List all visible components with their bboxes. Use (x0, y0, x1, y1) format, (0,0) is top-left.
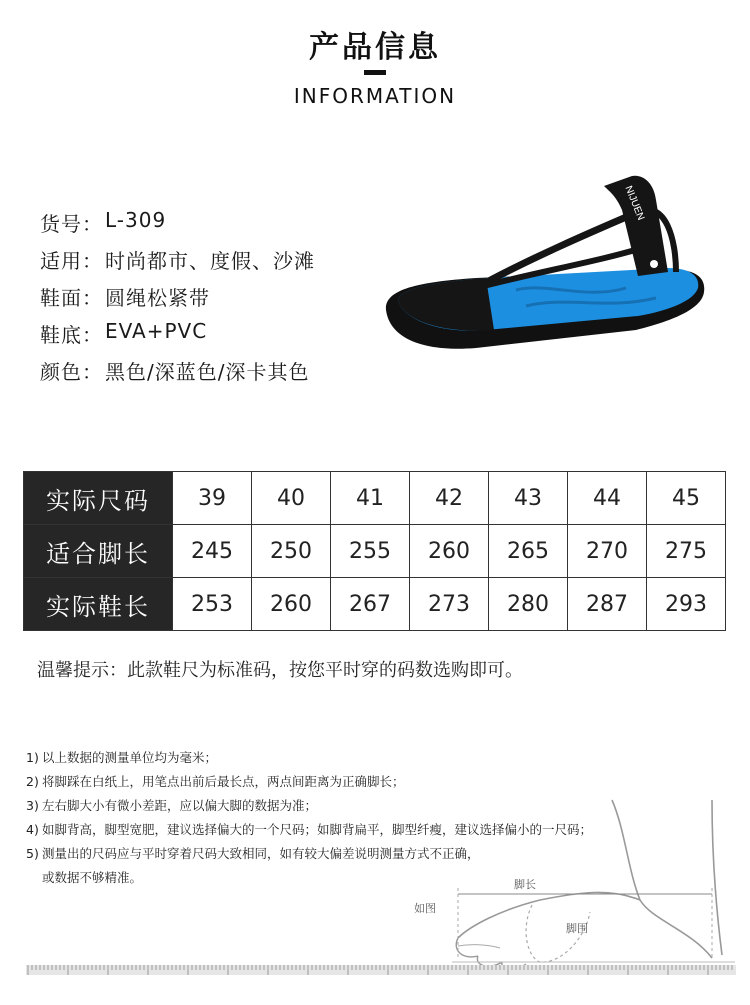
as-shown-label: 如图 (414, 903, 436, 915)
table-cell: 250 (252, 525, 331, 578)
note-text: 如脚背高，脚型宽肥，建议选择偏大的一个尺码；如脚背扁平，脚型纤瘦，建议选择偏小的一尺码； (42, 822, 593, 837)
table-cell: 280 (489, 578, 568, 631)
spec-key: 货号： (40, 212, 103, 236)
spec-key: 颜色： (40, 360, 103, 384)
table-cell: 245 (173, 525, 252, 578)
table-row (24, 525, 726, 578)
foot-diagram-svg (0, 780, 750, 1001)
table-cell: 44 (568, 472, 647, 525)
size-table (23, 471, 726, 631)
note-number: 5) (26, 846, 39, 861)
note-text: 将脚踩在白纸上，用笔点出前后最长点，两点间距离为正确脚长； (42, 774, 405, 789)
note-text: 测量出的尺码应与平时穿着尺码大致相同，如有较大偏差说明测量方式不正确， (42, 846, 480, 861)
title-en: INFORMATION (293, 84, 457, 108)
table-cell: 40 (252, 472, 331, 525)
table-cell: 253 (173, 578, 252, 631)
table-cell: 39 (173, 472, 252, 525)
row-header: 实际尺码 (24, 472, 173, 525)
table-cell: 293 (647, 578, 726, 631)
note-number: 1) (26, 750, 39, 765)
table-cell: 42 (410, 472, 489, 525)
note-number: 3) (26, 798, 39, 813)
foot-measure-diagram (0, 780, 750, 1001)
note-item (26, 746, 592, 770)
note-text: 或数据不够精准。 (42, 870, 143, 885)
spec-key: 鞋面： (40, 286, 103, 310)
table-cell: 260 (252, 578, 331, 631)
spec-row (40, 282, 315, 319)
spec-key: 适用： (40, 249, 103, 273)
table-cell: 265 (489, 525, 568, 578)
table-cell: 41 (331, 472, 410, 525)
table-cell: 45 (647, 472, 726, 525)
spec-value: EVA+PVC (105, 319, 208, 343)
note-text: 左右脚大小有微小差距，应以偏大脚的数据为准； (42, 798, 318, 813)
spec-value: 圆绳松紧带 (105, 286, 210, 310)
spec-value: 时尚都市、度假、沙滩 (105, 249, 315, 273)
spec-value: 黑色/深蓝色/深卡其色 (105, 360, 310, 384)
table-cell: 273 (410, 578, 489, 631)
table-cell: 270 (568, 525, 647, 578)
table-cell: 260 (410, 525, 489, 578)
note-text: 以上数据的测量单位均为毫米； (42, 750, 218, 765)
row-header: 实际鞋长 (24, 578, 173, 631)
table-cell: 43 (489, 472, 568, 525)
spec-value: L-309 (105, 208, 167, 232)
spec-row (40, 245, 315, 282)
table-cell: 267 (331, 578, 410, 631)
spec-row (40, 208, 315, 245)
size-tip: 温馨提示：此款鞋尺为标准码，按您平时穿的码数选购即可。 (37, 660, 523, 681)
product-image (376, 160, 716, 370)
title-divider (364, 70, 386, 75)
spec-key: 鞋底： (40, 323, 103, 347)
spec-list (40, 208, 315, 393)
foot-girth-label: 脚围 (566, 923, 588, 935)
row-header: 适合脚长 (24, 525, 173, 578)
spec-row (40, 356, 315, 393)
sandal-illustration (376, 160, 716, 370)
table-cell: 275 (647, 525, 726, 578)
table-cell: 287 (568, 578, 647, 631)
foot-length-label: 脚长 (514, 879, 536, 891)
spec-row (40, 319, 315, 356)
strap-logo: NIJUEN (622, 184, 647, 222)
table-row (24, 472, 726, 525)
note-number: 4) (26, 822, 39, 837)
title-cn: 产品信息 (309, 30, 441, 65)
table-cell: 255 (331, 525, 410, 578)
note-number: 2) (26, 774, 39, 789)
table-row (24, 578, 726, 631)
